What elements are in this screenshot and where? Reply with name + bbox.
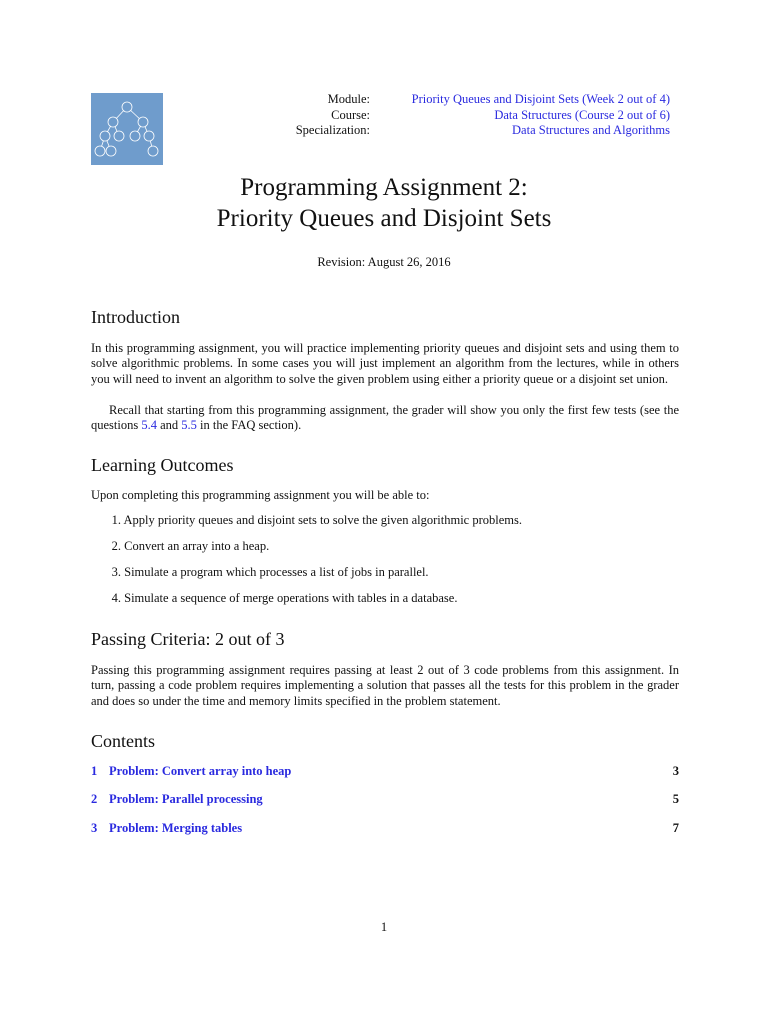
title-line-1: Programming Assignment 2: [240,174,528,201]
intro-text-and: and [156,418,182,433]
list-item-number: 1. [111,513,121,527]
introduction-paragraph-2 [91,403,679,434]
specialization-label: Specialization: [295,123,370,137]
specialization-link[interactable]: Data Structures and Algorithms [512,123,670,137]
list-item-text: Simulate a program which processes a list of jobs in parallel. [124,565,429,579]
title-line-2: Priority Queues and Disjoint Sets [216,205,552,232]
list-item-text: Simulate a sequence of merge operations with tables in a database. [124,591,458,605]
toc-entry[interactable] [91,819,679,837]
toc-entry-page: 3 [672,763,679,778]
toc-entry-title[interactable]: Problem: Parallel processing [109,791,263,806]
module-label: Module: [327,92,370,106]
binary-tree-logo-icon [91,93,163,165]
list-item-text: Apply priority queues and disjoint sets to solve the given algorithmic problems. [123,513,522,527]
toc-entry-number: 3 [91,820,98,835]
list-item [91,565,429,581]
learning-outcomes-intro: Upon completing this programming assignment you will be able to: [91,488,430,502]
passing-criteria-heading: Passing Criteria: 2 out of 3 [91,629,285,649]
toc-entry-page: 7 [672,820,679,835]
learning-outcomes-heading: Learning Outcomes [91,455,234,475]
list-item-number: 3. [111,565,121,579]
faq-link-5-5[interactable]: 5.5 [181,418,197,433]
intro-text-b: in the FAQ section). [196,418,302,433]
toc-entry[interactable] [91,762,679,780]
introduction-paragraph: In this programming assignment, you will practice implementing priority queues and disjoint sets and using them to solve algorithmic problems. In some cases you will just implement an algorithm from the lectures, while in others you will need to invent an algorithm to solve the given problem using either a priority queue or a disjoint set union. [91,341,679,386]
toc-entry-page: 5 [672,791,679,806]
course-row [250,108,670,124]
list-item-number: 4. [111,591,121,605]
toc-entry-number: 1 [91,763,98,778]
module-row [250,92,670,108]
document-title [0,172,768,234]
toc-entry-title[interactable]: Problem: Merging tables [109,820,243,835]
course-link[interactable]: Data Structures (Course 2 out of 6) [494,107,670,122]
course-label: Course: [331,107,370,122]
toc-entry[interactable] [91,790,679,808]
list-item-text: Convert an array into a heap. [124,539,270,553]
list-item [91,591,457,607]
intro-text-a: Recall that starting from this programming assignment, the grader will show you only the first few tests (see the questions [91,403,679,433]
list-item-number: 2. [111,539,121,553]
revision-date: Revision: August 26, 2016 [317,255,451,269]
page-number: 1 [380,920,388,934]
toc-entry-number: 2 [91,791,98,806]
list-item [91,539,269,555]
toc-entry-title[interactable]: Problem: Convert array into heap [109,763,292,778]
specialization-row [250,123,670,139]
list-item [91,513,522,529]
course-meta [250,92,670,139]
passing-criteria-paragraph: Passing this programming assignment requires passing at least 2 out of 3 code problems from this assignment. In turn, passing a code problem requires implementing a solution that passes all the tests for this problem in the grader and does so under the time and memory limits specified in the problem statement. [91,663,679,708]
contents-heading: Contents [91,731,156,751]
introduction-heading: Introduction [91,307,180,327]
module-link[interactable]: Priority Queues and Disjoint Sets (Week 2 out of 4) [411,92,670,106]
faq-link-5-4[interactable]: 5.4 [141,418,157,433]
